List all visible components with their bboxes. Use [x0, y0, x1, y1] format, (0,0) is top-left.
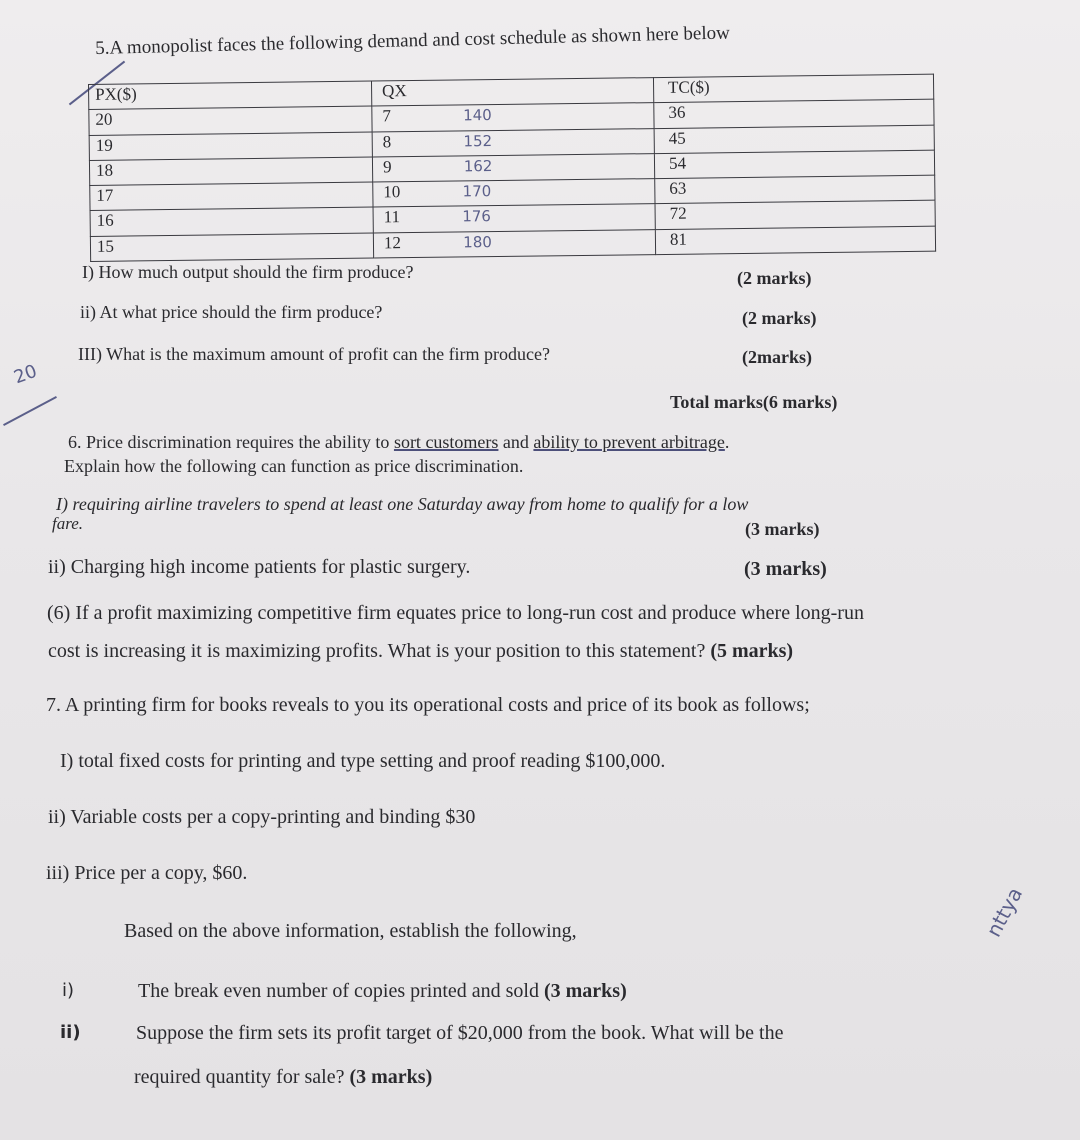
cell-tc: 54 — [654, 150, 934, 179]
header-tc: TC($) — [653, 74, 933, 103]
q5-total-marks: Total marks(6 marks) — [670, 392, 838, 412]
q5-title: 5.A monopolist faces the following demand and cost schedule as shown here below — [95, 22, 731, 59]
q7-based-on: Based on the above information, establish the following, — [124, 920, 577, 942]
margin-handwriting: nttya — [981, 883, 1028, 941]
cell-tc: 72 — [655, 201, 935, 230]
schedule-table — [88, 74, 936, 262]
q7-sub-ii-line2 — [134, 1066, 432, 1089]
q6-intro — [68, 432, 729, 453]
handwritten-revenue: 170 — [462, 182, 492, 201]
cell-qx — [372, 153, 654, 182]
qx-value: 10 — [383, 182, 401, 202]
q7-sub-ii-line1: Suppose the firm sets its profit target of $20,000 from the book. What will be the — [136, 1022, 784, 1044]
q6-part-i: I) requiring airline travelers to spend at least one Saturday away from home to qualify for a low — [56, 494, 749, 514]
cell-qx — [373, 179, 655, 208]
q5-part-iii: III) What is the maximum amount of profit can the firm produce? — [78, 344, 551, 364]
handwritten-revenue: 176 — [462, 207, 492, 226]
cell-qx — [373, 204, 655, 233]
cell-qx — [373, 229, 655, 258]
qx-value: 11 — [383, 207, 401, 227]
q7-sub-ii-number: ii) — [60, 1022, 81, 1043]
handwritten-revenue: 180 — [463, 232, 492, 252]
qx-value: 9 — [382, 157, 392, 177]
q7-sub-i — [138, 980, 627, 1003]
q5-part-i: I) How much output should the firm produce? — [82, 262, 414, 282]
q6-part-i-line2: fare. — [52, 514, 84, 533]
q6-intro-text: . — [724, 432, 730, 452]
q7-sub-ii-text: required quantity for sale? — [134, 1066, 345, 1088]
cell-px: 18 — [89, 157, 372, 186]
q6b-marks: (5 marks) — [710, 640, 794, 662]
q6-intro-line2: Explain how the following can function as price discrimination. — [64, 456, 524, 476]
cell-px: 16 — [90, 207, 373, 236]
q7-item-price: iii) Price per a copy, $60. — [46, 862, 248, 884]
qx-value: 7 — [382, 106, 392, 126]
header-qx: QX — [371, 78, 653, 107]
cell-qx — [372, 103, 654, 132]
q6b-line2 — [48, 640, 793, 663]
q6-intro-text: 6. Price discrimination requires the ability to — [68, 432, 394, 452]
q5-part-i-marks: (2 marks) — [737, 268, 812, 288]
q7-sub-i-number: i) — [62, 980, 75, 1001]
q6b-text: cost is increasing it is maximizing profits. What is your position to this statement? — [48, 640, 706, 662]
q7-item-fixed-costs: I) total fixed costs for printing and type setting and proof reading $100,000. — [60, 750, 666, 772]
q6-part-i-marks: (3 marks) — [745, 519, 820, 539]
margin-score-stroke — [3, 396, 57, 426]
q6b-line1: (6) If a profit maximizing competitive firm equates price to long-run cost and produce where long-run — [47, 602, 864, 624]
cell-tc: 81 — [655, 226, 935, 255]
margin-score: 20 — [11, 360, 40, 389]
q5-part-ii-marks: (2 marks) — [742, 308, 817, 328]
handwritten-revenue: 162 — [463, 156, 493, 176]
qx-value: 12 — [383, 232, 402, 253]
qx-value: 8 — [382, 131, 392, 151]
q6-part-ii: ii) Charging high income patients for plastic surgery. — [48, 556, 471, 578]
q7-sub-i-marks: (3 marks) — [543, 980, 627, 1002]
header-px: PX($) — [89, 81, 372, 110]
q7-item-variable-costs: ii) Variable costs per a copy-printing and binding $30 — [48, 806, 476, 828]
cell-px: 19 — [89, 132, 372, 161]
q6-part-ii-marks: (3 marks) — [744, 558, 827, 580]
handwritten-revenue: 152 — [463, 131, 493, 150]
q6-intro-text: and — [498, 432, 534, 452]
q6-intro-underlined-1: sort customers — [393, 432, 499, 452]
cell-tc: 45 — [654, 125, 934, 154]
handwritten-revenue: 140 — [463, 106, 492, 125]
cell-qx — [372, 128, 654, 157]
q7-sub-i-text: The break even number of copies printed and sold — [138, 980, 539, 1002]
cell-px: 17 — [90, 182, 373, 211]
q5-part-ii: ii) At what price should the firm produce? — [80, 302, 383, 322]
q5-part-iii-marks: (2marks) — [742, 347, 812, 367]
cell-px: 20 — [89, 106, 372, 135]
q7-intro: 7. A printing firm for books reveals to you its operational costs and price of its book as follows; — [46, 694, 810, 716]
cell-tc: 63 — [655, 175, 935, 204]
cell-px: 15 — [90, 233, 373, 262]
q6-intro-underlined-2: ability to prevent arbitrage — [533, 432, 725, 452]
cell-tc: 36 — [654, 99, 934, 128]
q7-sub-ii-marks: (3 marks) — [349, 1066, 433, 1088]
